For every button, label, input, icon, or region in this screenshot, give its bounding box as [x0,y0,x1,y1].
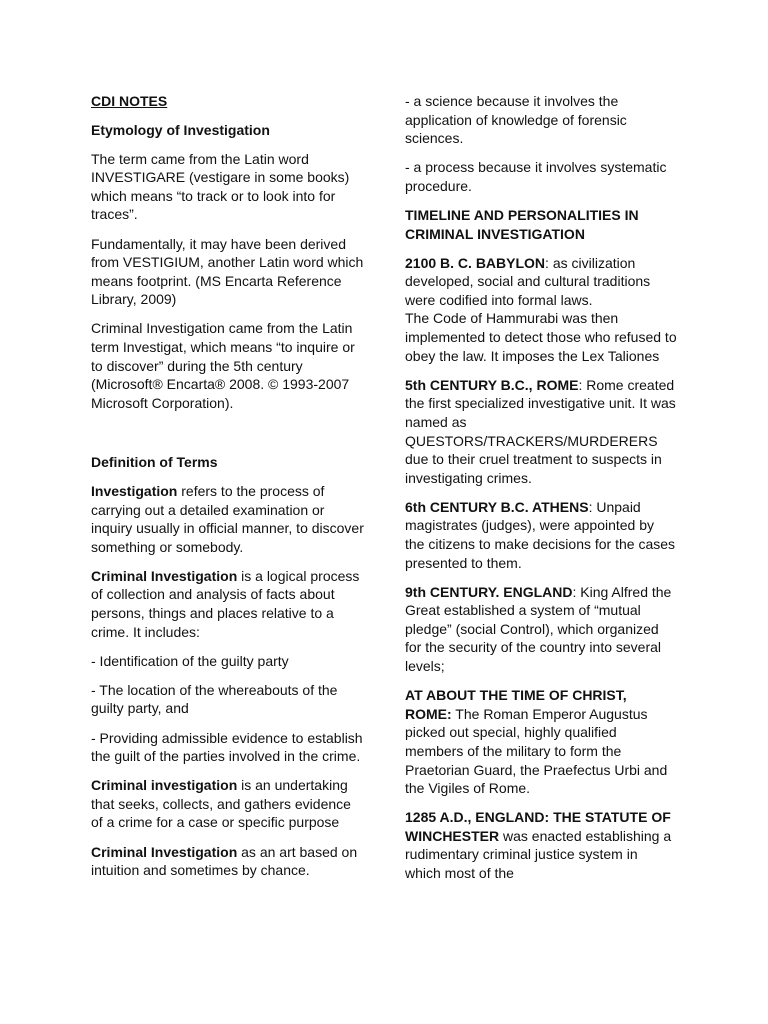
term-text: is a logical process of collection and analysis of facts about persons, things and places relative to a crime. It includes: [91,567,360,640]
entry-label: 2100 B. C. BABYLON [405,254,546,271]
term-label: Investigation [91,483,178,499]
definition-criminal-investigation-undertaking [91,776,366,832]
entry-text: was enacted establishing a rudimentary criminal justice system in which most of the [405,827,672,881]
definition-criminal-investigation [91,567,366,641]
entry-label: 6th CENTURY B.C. ATHENS [405,498,589,515]
left-column [91,92,366,890]
term-text: is an undertaking that seeks, collects, and gathers evidence of a crime for a case or specific purpose [91,777,351,831]
entry-text: The Code of Hammurabi was then implemented to detect those who refused to obey the law. It imposes the Lex Taliones [405,310,677,364]
term-text: refers to the process of carrying out a detailed examination or inquiry usually in official manner, to discover something or somebody. [91,483,364,555]
timeline-heading: TIMELINE AND PERSONALITIES IN CRIMINAL INVESTIGATION [405,206,639,242]
entry-label: 1285 A.D., ENGLAND: THE STATUTE OF WINCHESTER [405,809,671,844]
definition-criminal-investigation-art [91,843,366,880]
timeline-entry-rome [405,376,677,488]
term-label: Criminal Investigation [91,843,238,860]
entry-text: The Roman Emperor Augustus picked out special, highly qualified members of the military to form the Praetorian Guard, the Praefectus Urbi and the Vigiles of Rome. [405,705,668,797]
document-title: CDI NOTES [91,93,168,109]
etymology-heading: Etymology of Investigation [91,121,270,138]
timeline-entry-winchester [405,808,677,882]
term-label: Criminal investigation [91,777,238,794]
entry-text: : Rome created the first specialized investigative unit. It was named as QUESTORS/TRACKERS/MURDERERS due to their cruel treatment to suspects in investigating crimes. [405,376,676,486]
bullet-item: - Identification of the guilty party [91,652,289,669]
term-text: as an art based on intuition and sometimes by chance. [91,843,358,879]
process-paragraph: - a process because it involves systematic procedure. [405,159,667,194]
timeline-entry-babylon [405,254,677,366]
entry-text: : King Alfred the Great established a system of “mutual pledge” (social Control), which organized for the security of the country into several levels; [405,583,672,675]
timeline-entry-athens [405,498,677,572]
term-label: Criminal Investigation [91,567,238,584]
bullet-item: - Providing admissible evidence to establish the guilt of the parties involved in the crime. [91,729,363,765]
science-paragraph: - a science because it involves the application of knowledge of forensic sciences. [405,93,627,147]
bullet-item: - The location of the whereabouts of the guilty party, and [91,681,338,717]
entry-text: : Unpaid magistrates (judges), were appointed by the citizens to make decisions for the cases presented to them. [405,498,676,571]
etymology-paragraph-3: Criminal Investigation came from the Latin term Investigat, which means “to inquire or to discover” during the 5th century (Microsoft® Encarta® 2008. © 1993-2007 Microsoft Corporation). [91,320,355,411]
definitions-heading: Definition of Terms [91,453,218,470]
entry-label: 5th CENTURY B.C., ROME [405,376,579,393]
right-column [405,92,677,893]
etymology-paragraph-2: Fundamentally, it may have been derived from VESTIGIUM, another Latin word which means footprint. (MS Encarta Reference Library, 2009) [91,235,364,308]
entry-text: : as civilization developed, social and cultural traditions were codified into formal laws. [405,254,651,308]
definition-investigation [91,482,366,556]
entry-label: 9th CENTURY. ENGLAND [405,583,573,600]
timeline-entry-christ-rome [405,686,677,798]
entry-label: AT ABOUT THE TIME OF CHRIST, ROME: [405,687,627,722]
etymology-paragraph-1: The term came from the Latin word INVESTIGARE (vestigare in some books) which means “to track or to look into for traces”. [91,150,350,223]
section-spacer [91,423,366,453]
timeline-entry-england [405,583,677,676]
